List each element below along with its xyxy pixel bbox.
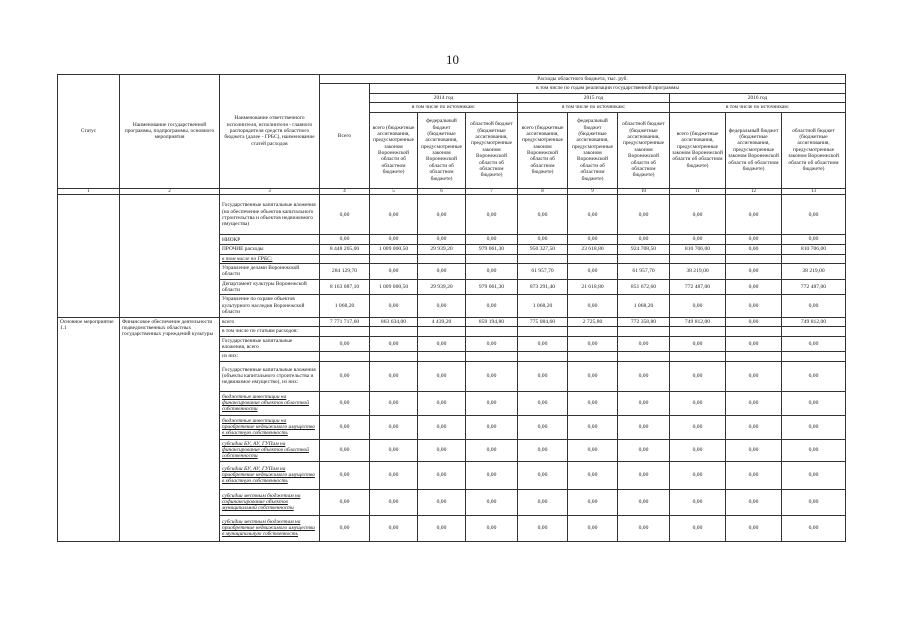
value-cell: 0,00 [726, 361, 782, 391]
header-nonbudget-2014: всего (бюджетные ассигнования, предусмотренные законом Воронежской области об областном бюджете) [370, 112, 418, 188]
value-cell: 0,00 [670, 295, 726, 317]
value-cell: 0,00 [518, 235, 568, 245]
value-cell: 0,00 [618, 235, 670, 245]
value-cell [726, 352, 782, 361]
value-cell [320, 254, 370, 263]
row-label: Государственные капитальные вложения (объекты капитального строительства и недвижимое имущество), из них: [220, 361, 320, 391]
value-cell: 0,00 [618, 515, 670, 541]
value-cell [320, 352, 370, 361]
value-cell: 749 812,00 [782, 317, 846, 327]
value-cell: 61 957,70 [618, 263, 670, 279]
value-cell [466, 352, 518, 361]
value-cell: 0,00 [370, 461, 418, 489]
column-number: 4 [320, 188, 370, 195]
header-program-name: Наименование государственной программы, подпрограммы, основного мероприятия [120, 75, 220, 189]
value-cell: 0,00 [418, 515, 466, 541]
value-cell [670, 352, 726, 361]
row-label: ПРОЧИЕ расходы [220, 244, 320, 254]
value-cell: 0,00 [726, 461, 782, 489]
value-cell: 0,00 [618, 461, 670, 489]
value-cell: 0,00 [782, 235, 846, 245]
value-cell: 0,00 [618, 391, 670, 415]
value-cell: 0,00 [418, 195, 466, 235]
value-cell: 0,00 [418, 415, 466, 439]
value-cell: 21 618,80 [568, 279, 618, 295]
row-label: субсидии БУ, АУ, ГУПам на финансирование объектов областной собственности [220, 439, 320, 461]
row-label: в том числе по статьям расходов: [220, 327, 320, 336]
value-cell [782, 352, 846, 361]
column-number: 13 [782, 188, 846, 195]
value-cell: 0,00 [670, 461, 726, 489]
value-cell: 0,00 [370, 295, 418, 317]
value-cell [726, 327, 782, 336]
value-cell: 0,00 [670, 391, 726, 415]
value-cell: 0,00 [370, 489, 418, 515]
value-cell: 0,00 [320, 515, 370, 541]
value-cell: 749 812,00 [670, 317, 726, 327]
value-cell: 0,00 [670, 489, 726, 515]
value-cell: 0,00 [782, 361, 846, 391]
value-cell: 1 009 000,50 [370, 244, 418, 254]
value-cell: 863 634,00 [370, 317, 418, 327]
value-cell: 0,00 [418, 235, 466, 245]
row-label: субсидии местным бюджетам на приобретение недвижимого имущества в муниципальную собственность [220, 515, 320, 541]
value-cell: 0,00 [518, 195, 568, 235]
event-name: Финансовое обеспечение деятельности подведомственных областных государственных учреждений культуры [120, 317, 220, 541]
row-label: бюджетные инвестиции на финансирование объектов областной собственности [220, 391, 320, 415]
value-cell: 0,00 [726, 439, 782, 461]
row-label: бюджетные инвестиции на приобретение недвижимого имущества в областную собственность [220, 415, 320, 439]
value-cell: 775 084,60 [518, 317, 568, 327]
value-cell: 284 129,70 [320, 263, 370, 279]
value-cell: 8 448 265,00 [320, 244, 370, 254]
row-label: Государственные капитальные вложения (на обеспечение объектов капитального строительства и объектов недвижимого имущества) [220, 195, 320, 235]
value-cell: 0,00 [370, 361, 418, 391]
value-cell: 0,00 [726, 391, 782, 415]
value-cell: 0,00 [466, 415, 518, 439]
budget-table [57, 74, 846, 542]
value-cell: 0,00 [370, 235, 418, 245]
status-cell-empty [58, 195, 120, 317]
header-federal-2016: федеральный бюджет (бюджетные ассигнования, предусмотренные законом Воронежской области об областном бюджете) [726, 112, 782, 188]
column-number: 11 [670, 188, 726, 195]
value-cell: 0,00 [618, 361, 670, 391]
value-cell: 0,00 [370, 195, 418, 235]
column-number: 10 [618, 188, 670, 195]
value-cell: 0,00 [726, 235, 782, 245]
row-label: НИОКР [220, 235, 320, 245]
column-number-row [58, 188, 846, 195]
value-cell: 23 618,80 [568, 244, 618, 254]
value-cell: 1 068,20 [618, 295, 670, 317]
value-cell: 0,00 [568, 336, 618, 352]
column-number: 1 [58, 188, 120, 195]
value-cell: 0,00 [568, 461, 618, 489]
value-cell: 0,00 [670, 336, 726, 352]
value-cell [782, 254, 846, 263]
value-cell: 0,00 [726, 263, 782, 279]
value-cell: 0,00 [618, 336, 670, 352]
row-label: Департамент культуры Воронежской области [220, 279, 320, 295]
value-cell: 0,00 [670, 439, 726, 461]
header-sources-2015: в том числе по источникам: [518, 103, 670, 112]
value-cell: 0,00 [518, 336, 568, 352]
value-cell: 61 957,70 [518, 263, 568, 279]
value-cell: 1 009 000,50 [370, 279, 418, 295]
header-sources-2014: в том числе по источникам: [370, 103, 518, 112]
value-cell: 0,00 [320, 336, 370, 352]
value-cell: 0,00 [518, 439, 568, 461]
value-cell: 0,00 [418, 263, 466, 279]
value-cell: 0,00 [670, 235, 726, 245]
value-cell: 772 487,00 [670, 279, 726, 295]
value-cell: 0,00 [568, 489, 618, 515]
value-cell: 0,00 [466, 361, 518, 391]
value-cell: 0,00 [518, 515, 568, 541]
value-cell: 0,00 [568, 415, 618, 439]
value-cell [568, 327, 618, 336]
value-cell: 0,00 [518, 361, 568, 391]
value-cell: 0,00 [370, 515, 418, 541]
header-expenses-title: Расходы областного бюджета, тыс. руб. [320, 75, 846, 84]
header-federal-2015: федеральный бюджет (бюджетные ассигнования, предусмотренные законом Воронежской области об областном бюджете) [568, 112, 618, 188]
value-cell [726, 254, 782, 263]
value-cell: 0,00 [618, 195, 670, 235]
table-header [58, 75, 846, 195]
value-cell: 0,00 [568, 263, 618, 279]
value-cell: 0,00 [370, 263, 418, 279]
value-cell: 0,00 [726, 515, 782, 541]
value-cell [418, 327, 466, 336]
header-regional-2015: областной бюджет (бюджетные ассигнования, предусмотренные законом Воронежской области об областном бюджете) [618, 112, 670, 188]
row-label: из них: [220, 352, 320, 361]
value-cell: 0,00 [466, 391, 518, 415]
value-cell: 0,00 [466, 336, 518, 352]
value-cell [370, 254, 418, 263]
value-cell: 1 068,20 [518, 295, 568, 317]
header-status: Статус [58, 75, 120, 189]
value-cell: 0,00 [568, 515, 618, 541]
header-nonbudget-2016: всего (бюджетные ассигнования, предусмотренные законом Воронежской области об областном бюджете) [670, 112, 726, 188]
value-cell: 0,00 [320, 461, 370, 489]
value-cell: 0,00 [782, 336, 846, 352]
value-cell: 0,00 [568, 295, 618, 317]
column-number: 8 [518, 188, 568, 195]
value-cell [618, 352, 670, 361]
value-cell: 0,00 [466, 295, 518, 317]
value-cell: 7 771 717,60 [320, 317, 370, 327]
value-cell: 0,00 [782, 391, 846, 415]
value-cell: 4 439,20 [418, 317, 466, 327]
value-cell: 873 291,40 [518, 279, 568, 295]
value-cell: 0,00 [466, 263, 518, 279]
value-cell: 0,00 [782, 415, 846, 439]
value-cell: 0,00 [618, 415, 670, 439]
value-cell [518, 327, 568, 336]
value-cell [568, 254, 618, 263]
value-cell: 0,00 [518, 391, 568, 415]
value-cell: 0,00 [518, 461, 568, 489]
value-cell: 0,00 [320, 195, 370, 235]
value-cell: 0,00 [670, 195, 726, 235]
value-cell: 0,00 [320, 391, 370, 415]
value-cell: 29 939,20 [418, 279, 466, 295]
value-cell [618, 327, 670, 336]
value-cell [670, 254, 726, 263]
value-cell: 979 061,30 [466, 279, 518, 295]
value-cell: 0,00 [418, 439, 466, 461]
column-number: 2 [120, 188, 220, 195]
row-label: в том числе по ГРБС: [220, 254, 320, 263]
value-cell [466, 254, 518, 263]
value-cell: 0,00 [370, 391, 418, 415]
value-cell: 0,00 [418, 361, 466, 391]
header-regional-2016: областной бюджет (бюджетные ассигнования, предусмотренные законом Воронежской области об областном бюджете) [782, 112, 846, 188]
column-number: 12 [726, 188, 782, 195]
value-cell: 0,00 [726, 195, 782, 235]
value-cell: 810 706,00 [782, 244, 846, 254]
header-sources-2016: в том числе по источникам: [670, 103, 846, 112]
value-cell: 0,00 [568, 361, 618, 391]
row-label: субсидии местным бюджетам на софинансирование объектов муниципальной собственности [220, 489, 320, 515]
value-cell [518, 254, 568, 263]
row-label: Управление делами Воронежской области [220, 263, 320, 279]
value-cell: 0,00 [466, 489, 518, 515]
value-cell [370, 352, 418, 361]
header-federal-2014: федеральный бюджет (бюджетные ассигнования, предусмотренные законом Воронежской области об областном бюджете) [418, 112, 466, 188]
header-total: Всего [320, 84, 370, 188]
value-cell: 0,00 [320, 415, 370, 439]
value-cell: 979 061,30 [466, 244, 518, 254]
value-cell: 0,00 [568, 391, 618, 415]
header-year-2014: 2014 год [370, 93, 518, 102]
value-cell [418, 352, 466, 361]
value-cell: 38 219,00 [782, 263, 846, 279]
value-cell: 0,00 [568, 439, 618, 461]
value-cell: 0,00 [726, 295, 782, 317]
value-cell: 772 487,00 [782, 279, 846, 295]
value-cell: 0,00 [370, 439, 418, 461]
value-cell: 851 672,60 [618, 279, 670, 295]
value-cell: 0,00 [782, 295, 846, 317]
table-body [58, 195, 846, 541]
value-cell: 772 358,80 [618, 317, 670, 327]
value-cell: 0,00 [320, 235, 370, 245]
value-cell [418, 254, 466, 263]
value-cell: 0,00 [670, 361, 726, 391]
header-by-years: в том числе по годам реализации государственной программы [370, 84, 846, 93]
value-cell: 0,00 [670, 415, 726, 439]
value-cell: 0,00 [782, 439, 846, 461]
row-label: всего [220, 317, 320, 327]
value-cell: 2 725,80 [568, 317, 618, 327]
value-cell: 0,00 [320, 439, 370, 461]
value-cell: 38 219,00 [670, 263, 726, 279]
column-number: 3 [220, 188, 320, 195]
value-cell: 0,00 [726, 415, 782, 439]
value-cell [320, 327, 370, 336]
column-number: 6 [418, 188, 466, 195]
value-cell [518, 352, 568, 361]
value-cell: 0,00 [568, 235, 618, 245]
header-year-2016: 2016 год [670, 93, 846, 102]
value-cell: 0,00 [518, 415, 568, 439]
header-year-2015: 2015 год [518, 93, 670, 102]
column-number: 9 [568, 188, 618, 195]
event-status: Основное мероприятие 1.1 [58, 317, 120, 541]
value-cell [568, 352, 618, 361]
page-number: 10 [446, 52, 459, 67]
value-cell: 0,00 [618, 439, 670, 461]
value-cell: 0,00 [726, 244, 782, 254]
value-cell: 0,00 [726, 317, 782, 327]
value-cell [670, 327, 726, 336]
header-nonbudget-2015: всего (бюджетные ассигнования, предусмотренные законом Воронежской области об областном бюджете) [518, 112, 568, 188]
value-cell: 29 939,20 [418, 244, 466, 254]
program-cell-empty [120, 195, 220, 317]
header-regional-2014: областной бюджет (бюджетные ассигнования, предусмотренные законом Воронежской области об областном бюджете) [466, 112, 518, 188]
value-cell: 8 163 087,10 [320, 279, 370, 295]
value-cell: 1 068,20 [320, 295, 370, 317]
value-cell: 0,00 [568, 195, 618, 235]
table-row [58, 317, 846, 327]
value-cell: 0,00 [618, 489, 670, 515]
value-cell: 0,00 [418, 336, 466, 352]
value-cell: 0,00 [670, 515, 726, 541]
value-cell: 0,00 [782, 195, 846, 235]
value-cell: 0,00 [466, 235, 518, 245]
value-cell: 0,00 [782, 515, 846, 541]
value-cell: 0,00 [466, 439, 518, 461]
value-cell: 0,00 [782, 489, 846, 515]
value-cell: 0,00 [782, 461, 846, 489]
value-cell: 0,00 [726, 279, 782, 295]
value-cell: 0,00 [320, 489, 370, 515]
value-cell: 859 194,80 [466, 317, 518, 327]
value-cell [782, 327, 846, 336]
value-cell: 950 327,50 [518, 244, 568, 254]
value-cell: 924 708,50 [618, 244, 670, 254]
row-label: Управление по охране объектов культурного наследия Воронежской области [220, 295, 320, 317]
value-cell: 0,00 [370, 336, 418, 352]
value-cell [618, 254, 670, 263]
value-cell [370, 327, 418, 336]
row-label: субсидии БУ, АУ, ГУПам на приобретение недвижимого имущества в областную собственность [220, 461, 320, 489]
value-cell: 0,00 [370, 415, 418, 439]
value-cell: 810 706,00 [670, 244, 726, 254]
header-executor: Наименование ответственного исполнителя, исполнителя - главного распорядителя средств областного бюджета (далее - ГРБС), наименование статей расходов [220, 75, 320, 189]
value-cell: 0,00 [726, 336, 782, 352]
value-cell: 0,00 [418, 489, 466, 515]
value-cell: 0,00 [466, 515, 518, 541]
value-cell: 0,00 [466, 461, 518, 489]
value-cell: 0,00 [418, 461, 466, 489]
value-cell: 0,00 [726, 489, 782, 515]
value-cell [466, 327, 518, 336]
table-row [58, 195, 846, 235]
value-cell: 0,00 [320, 361, 370, 391]
value-cell: 0,00 [418, 391, 466, 415]
value-cell: 0,00 [418, 295, 466, 317]
column-number: 5 [370, 188, 418, 195]
row-label: Государственные капитальные вложения, всего [220, 336, 320, 352]
column-number: 7 [466, 188, 518, 195]
value-cell: 0,00 [466, 195, 518, 235]
value-cell: 0,00 [518, 489, 568, 515]
